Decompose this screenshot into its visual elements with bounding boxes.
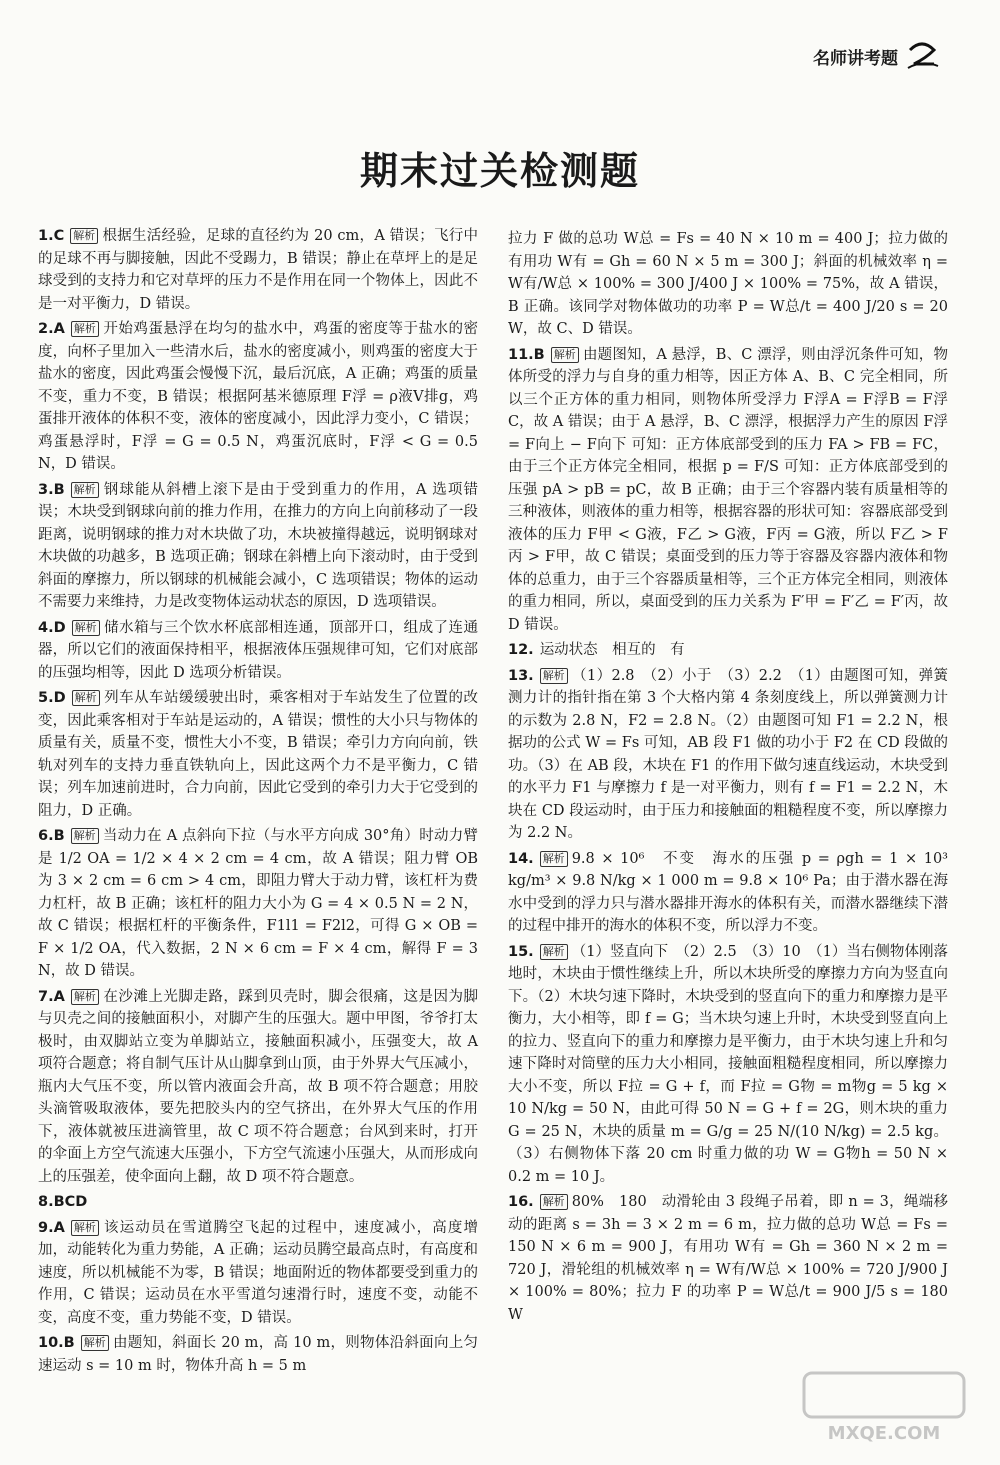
answer-number: 10.B: [38, 1335, 75, 1351]
answer-item: [38, 986, 478, 1189]
answer-text: 80% 180 动滑轮由 3 段绳子吊着，即 n = 3，绳端移动的距离 s = 3h = 3 × 2 m = 6 m，拉力做的总功 W总 = Fs = 150 N × 6 m = 900 J，有用功 W有 = Gh = 360 N × 2 m = 720 J，滑轮组的机械效率 η = W有/W总 × 100% = 720 J/900 J × 100% = 80%；拉力 F 的功率 P = W总/t = 900 J/5 s = 180 W: [508, 1194, 948, 1323]
analysis-tag: 解析: [551, 347, 579, 363]
answer-item: [38, 1191, 478, 1214]
analysis-tag: 解析: [540, 668, 568, 684]
analysis-tag: 解析: [72, 620, 100, 636]
brand-logo-icon: [904, 38, 940, 74]
answer-item: [508, 639, 948, 662]
answer-text: 列车从车站缓缓驶出时，乘客相对于车站发生了位置的改变，因此乘客相对于车站是运动的，A 错误；惯性的大小只与物体的质量有关，质量不变，惯性大小不变，B 错误；牵引力方向向前，铁轨对列车的支持力垂直铁轨向上，因此这两个力不是平衡力，C 错误；列车加速前进时，合力向前，因此它受到的牵引力大于它受到的阻力，D 正确。: [38, 690, 478, 819]
analysis-tag: 解析: [71, 321, 99, 337]
answer-text: 该运动员在雪道腾空飞起的过程中，速度减小，高度增加，动能转化为重力势能，A 正确；运动员腾空最高点时，有高度和速度，所以机械能不为零，B 错误；地面附近的物体都要受到重力的作用，C 错误；运动员在水平雪道匀速滑行时，速度不变，动能不变，高度不变，重力势能不变，D 错误。: [38, 1219, 478, 1326]
analysis-tag: 解析: [71, 828, 99, 844]
answer-item: [38, 1217, 478, 1330]
answer-item: [38, 318, 478, 476]
page-title: 期末过关检测题: [359, 149, 640, 193]
analysis-tag: 解析: [540, 944, 568, 960]
answers-right-column: [508, 228, 948, 1329]
answer-text: 由题知，斜面长 20 m，高 10 m，则物体沿斜面向上匀速运动 s = 10 m 时，物体升高 h = 5 m: [38, 1335, 478, 1374]
answer-item: [508, 848, 948, 938]
analysis-tag: 解析: [540, 1194, 568, 1210]
answer-number: 16.: [508, 1194, 534, 1210]
answer-text: 钢球能从斜槽上滚下是由于受到重力的作用，A 选项错误；木块受到钢球向前的推力作用，在推力的方向上向前移动了一段距离，说明钢球的推力对木块做了功，木块被撞得越远，说明钢球对木块做的功越多，B 选项正确；钢球在斜槽上向下滚动时，由于受到斜面的摩擦力，所以钢球的机械能会减小，C 选项错误；物体的运动不需要力来维持，力是改变物体运动状态的原因，D 选项错误。: [38, 481, 478, 610]
answer-number: 12.: [508, 642, 534, 658]
analysis-tag: 解析: [540, 851, 568, 867]
watermark-logo-icon: [800, 1367, 970, 1447]
answer-number: 4.D: [38, 619, 66, 636]
answer-number: 11.B: [508, 346, 545, 363]
answer-number: 13.: [508, 667, 534, 684]
answer-item: [508, 228, 948, 341]
analysis-tag: 解析: [72, 690, 100, 706]
answer-text: 根据生活经验，足球的直径约为 20 cm，A 错误；飞行中的足球不再与脚接触，因此不受踢力，B 错误；静止在草坪上的是足球受到的支持力和它对草坪的压力不是作用在同一个物体上，因此不是一对平衡力，D 错误。: [38, 228, 478, 312]
answer-item: [38, 617, 478, 685]
answers-left-column: [38, 225, 478, 1380]
answer-text: （1）竖直向下 （2）2.5 （3）10 （1）当右侧物体刚落地时，木块由于惯性继续上升，所以木块所受的摩擦力方向为竖直向下。（2）木块匀速下降时，木块受到的竖直向下的重力和摩擦力是平衡力，大小相等，即 f = G；当木块匀速上升时，木块受到竖直向上的拉力、竖直向下的重力和摩擦力是平衡力，由于木块匀速上升和匀速下降时对筒壁的压力大小相同，接触面粗糙程度相同，所以摩擦力大小不变，所以 F拉 = G + f，而 F拉 = G物 = m物g = 5 kg × 10 N/kg = 50 N，由此可得 50 N = G + f = 2G，则木块的重力 G = 25 N，木块的质量 m = G/g = 25 N/(10 N/kg) = 2.5 kg。（3）右侧物体下落 20 cm 时重力做的功 W = G物h = 50 N × 0.2 m = 10 J。: [508, 943, 948, 1185]
answer-number: 5.D: [38, 690, 66, 706]
answer-number: 1.C: [38, 228, 65, 244]
answer-number: 2.A: [38, 321, 65, 337]
answer-number: 3.B: [38, 481, 65, 498]
answer-item: [38, 687, 478, 822]
analysis-tag: 解析: [71, 482, 99, 498]
answer-item: [508, 1191, 948, 1326]
answer-item: [508, 665, 948, 845]
analysis-tag: 解析: [71, 1220, 99, 1236]
answer-item: [508, 344, 948, 637]
header-brand: [813, 38, 940, 74]
answer-number: 9.A: [38, 1219, 65, 1236]
answer-text: 运动状态 相互的 有: [539, 642, 685, 658]
answer-text: 拉力 F 做的总功 W总 = Fs = 40 N × 10 m = 400 J；拉力做的有用功 W有 = Gh = 60 N × 5 m = 300 J；斜面的机械效率 η = W有/W总 × 100% = 300 J/400 J × 100% = 75%，故 A 错误，B 正确。该同学对物体做功的功率 P = W总/t = 400 J/20 s = 20 W，故 C、D 错误。: [508, 231, 948, 337]
watermark-text: MXQE.COM: [827, 1423, 941, 1444]
analysis-tag: 解析: [81, 1335, 109, 1351]
brand-label: 名师讲考题: [813, 48, 898, 69]
answer-item: [508, 941, 948, 1189]
answer-item: [38, 825, 478, 983]
answer-item: [38, 1332, 478, 1377]
answer-item: [38, 225, 478, 315]
answer-number: 7.A: [38, 988, 65, 1005]
answer-number: 15.: [508, 943, 534, 960]
answer-text: （1）2.8 （2）小于 （3）2.2 （1）由题图可知，弹簧测力计的指针指在第 3 个大格内第 4 条刻度线上，所以弹簧测力计的示数为 2.8 N，F2 = 2.8 N。（2）由题图可知 F1 = 2.2 N，根据功的公式 W = Fs 可知，AB 段 F1 做的功小于 F2 在 CD 段做的功。（3）在 AB 段，木块在 F1 的作用下做匀速直线运动，木块受到的水平力 F1 与摩擦力 f 是一对平衡力，则有 f = F1 = 2.2 N，木块在 CD 段运动时，由于压力和接触面的粗糙程度不变，所以摩擦力为 2.2 N。: [508, 667, 948, 841]
answer-number: 8.BCD: [38, 1194, 88, 1210]
answer-text: 在沙滩上光脚走路，踩到贝壳时，脚会很痛，这是因为脚与贝壳之间的接触面积小，对脚产生的压强大。题中甲图，爷爷打太极时，由双脚站立变为单脚站立，接触面积减小，压强变大，故 A 项符合题意；将自制气压计从山脚拿到山顶，由于外界大气压减小，瓶内大气压不变，所以管内液面会升高，故 B 项不符合题意；用胶头滴管吸取液体，要先把胶头内的空气挤出，在外界大气压的作用下，液体就被压进滴管里，故 C 项不符合题意；台风到来时，打开的伞面上方空气流速大压强小，下方空气流速小压强大，从而形成向上的压强差，使伞面向上翻，故 D 项不符合题意。: [38, 988, 478, 1185]
answer-item: [38, 479, 478, 614]
answer-text: 当动力在 A 点斜向下拉（与水平方向成 30°角）时动力臂是 1/2 OA = 1/2 × 4 × 2 cm = 4 cm，故 A 错误；阻力臂 OB 为 3 × 2 cm = 6 cm > 4 cm，即阻力臂大于动力臂，该杠杆为费力杠杆，故 B 正确；该杠杆的阻力大小为 G = 4 × 0.5 N = 2 N，故 C 错误；根据杠杆的平衡条件，F1l1 = F2l2，可得 G × OB = F × 1/2 OA，代入数据，2 N × 6 cm = F × 4 cm，解得 F = 3 N，故 D 错误。: [38, 828, 478, 979]
answer-text: 储水箱与三个饮水杯底部相连通，顶部开口，组成了连通器，所以它们的液面保持相平，根据液体压强规律可知，它们对底部的压强均相等，因此 D 选项分析错误。: [38, 619, 478, 681]
answer-text: 由题图知，A 悬浮，B、C 漂浮，则由浮沉条件可知，物体所受的浮力与自身的重力相等，因正方体 A、B、C 完全相同，所以三个正方体的重力相同，则物体所受浮力 F浮A = F浮B = F浮C，故 A 错误；由于 A 悬浮，B、C 漂浮，根据浮力产生的原因 F浮 = F向上 − F向下 可知：正方体底部受到的压力 FA > FB = FC，由于三个正方体完全相同，根据 p = F/S 可知：正方体底部受到的压强 pA > pB = pC，故 B 正确；由于三个容器内装有质量相等的三种液体，则液体的重力相等，根据容器的形状可知：容器底部受到液体的压力 F甲 < G液，F乙 > G液，F丙 = G液，所以 F乙 > F丙 > F甲，故 C 错误；桌面受到的压力等于容器及容器内液体和物体的总重力，由于三个容器质量相等，三个正方体完全相同，则液体的重力相同，所以，桌面受到的压力关系为 F′甲 = F′乙 = F′丙，故 D 错误。: [508, 346, 948, 633]
analysis-tag: 解析: [70, 228, 98, 244]
analysis-tag: 解析: [71, 989, 99, 1005]
answer-text: 9.8 × 10⁶ 不变 海水的压强 p = ρgh = 1 × 10³ kg/m³ × 9.8 N/kg × 1 000 m = 9.8 × 10⁶ Pa；由于潜水器在海水中受到的浮力只与潜水器排开海水的体积有关，而潜水器继续下潜的过程中排开的海水的体积不变，所以浮力不变。: [508, 850, 948, 934]
answer-text: 开始鸡蛋悬浮在均匀的盐水中，鸡蛋的密度等于盐水的密度，向杯子里加入一些清水后，盐水的密度减小，则鸡蛋的密度大于盐水的密度，因此鸡蛋会慢慢下沉，最后沉底，A 正确；鸡蛋的质量不变，重力不变，B 错误；根据阿基米德原理 F浮 = ρ液V排g，鸡蛋排开液体的体积不变，液体的密度减小，因此浮力变小，C 错误；鸡蛋悬浮时，F浮 = G = 0.5 N，鸡蛋沉底时，F浮 < G = 0.5 N，D 错误。: [38, 321, 478, 472]
answer-number: 6.B: [38, 828, 65, 844]
answer-number: 14.: [508, 850, 534, 867]
